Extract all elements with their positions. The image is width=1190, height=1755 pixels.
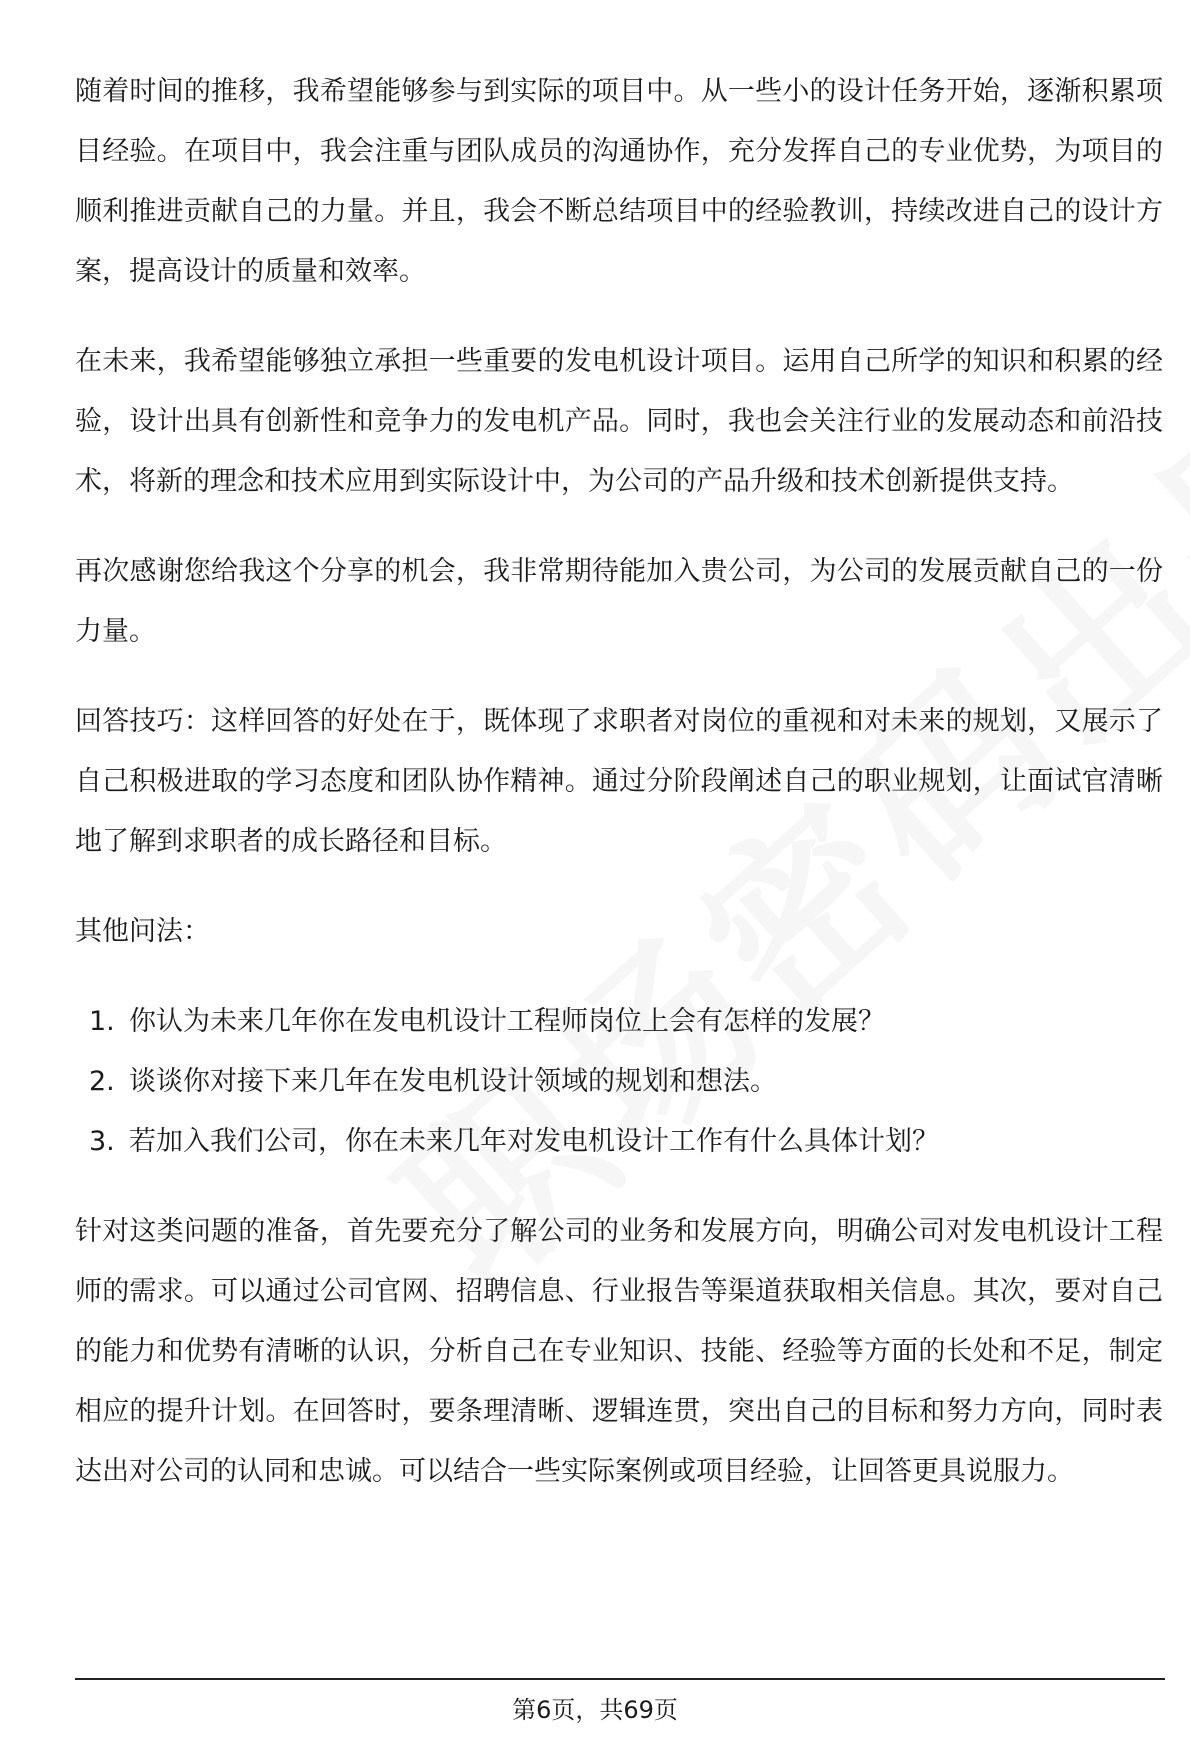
list-item-text: 你认为未来几年你在发电机设计工程师岗位上会有怎样的发展？ [129,1006,885,1037]
list-item [89,992,1163,1052]
other-questions-label: 其他问法： [75,916,210,947]
paragraph-project-experience: 随着时间的推移，我希望能够参与到实际的项目中。从一些小的设计任务开始，逐渐积累项目经验。在项目中，我会注重与团队成员的沟通协作，充分发挥自己的专业优势，为项目的顺利推进贡献自己的力量。并且，我会不断总结项目中的经验教训，持续改进自己的设计方案，提高设计的质量和效率。 [75,76,1163,287]
list-item-number: 2. [89,1066,115,1097]
paragraph-preparation-advice: 针对这类问题的准备，首先要充分了解公司的业务和发展方向，明确公司对发电机设计工程师的需求。可以通过公司官网、招聘信息、行业报告等渠道获取相关信息。其次，要对自己的能力和优势有清晰的认识，分析自己在专业知识、技能、经验等方面的长处和不足，制定相应的提升计划。在回答时，要条理清晰、逻辑连贯，突出自己的目标和努力方向，同时表达出对公司的认同和忠诚。可以结合一些实际案例或项目经验，让回答更具说服力。 [75,1216,1163,1487]
list-item-text: 谈谈你对接下来几年在发电机设计领域的规划和想法。 [129,1066,777,1097]
document-body [75,62,1163,1532]
list-item-text: 若加入我们公司，你在未来几年对发电机设计工作有什么具体计划？ [129,1126,939,1157]
page-number: 第6页，共69页 [512,1696,678,1724]
list-item-number: 1. [89,1006,115,1037]
list-item-number: 3. [89,1126,115,1157]
other-questions-list [75,992,1163,1172]
footer-divider [75,1678,1165,1680]
list-item [89,1052,1163,1112]
paragraph-future-plan: 在未来，我希望能够独立承担一些重要的发电机设计项目。运用自己所学的知识和积累的经验，设计出具有创新性和竞争力的发电机产品。同时，我也会关注行业的发展动态和前沿技术，将新的理念和技术应用到实际设计中，为公司的产品升级和技术创新提供支持。 [75,346,1163,497]
paragraph-answer-tips: 回答技巧：这样回答的好处在于，既体现了求职者对岗位的重视和对未来的规划，又展示了自己积极进取的学习态度和团队协作精神。通过分阶段阐述自己的职业规划，让面试官清晰地了解到求职者的成长路径和目标。 [75,706,1163,857]
paragraph-thanks: 再次感谢您给我这个分享的机会，我非常期待能加入贵公司，为公司的发展贡献自己的一份力量。 [75,556,1163,647]
list-item [89,1112,1163,1172]
